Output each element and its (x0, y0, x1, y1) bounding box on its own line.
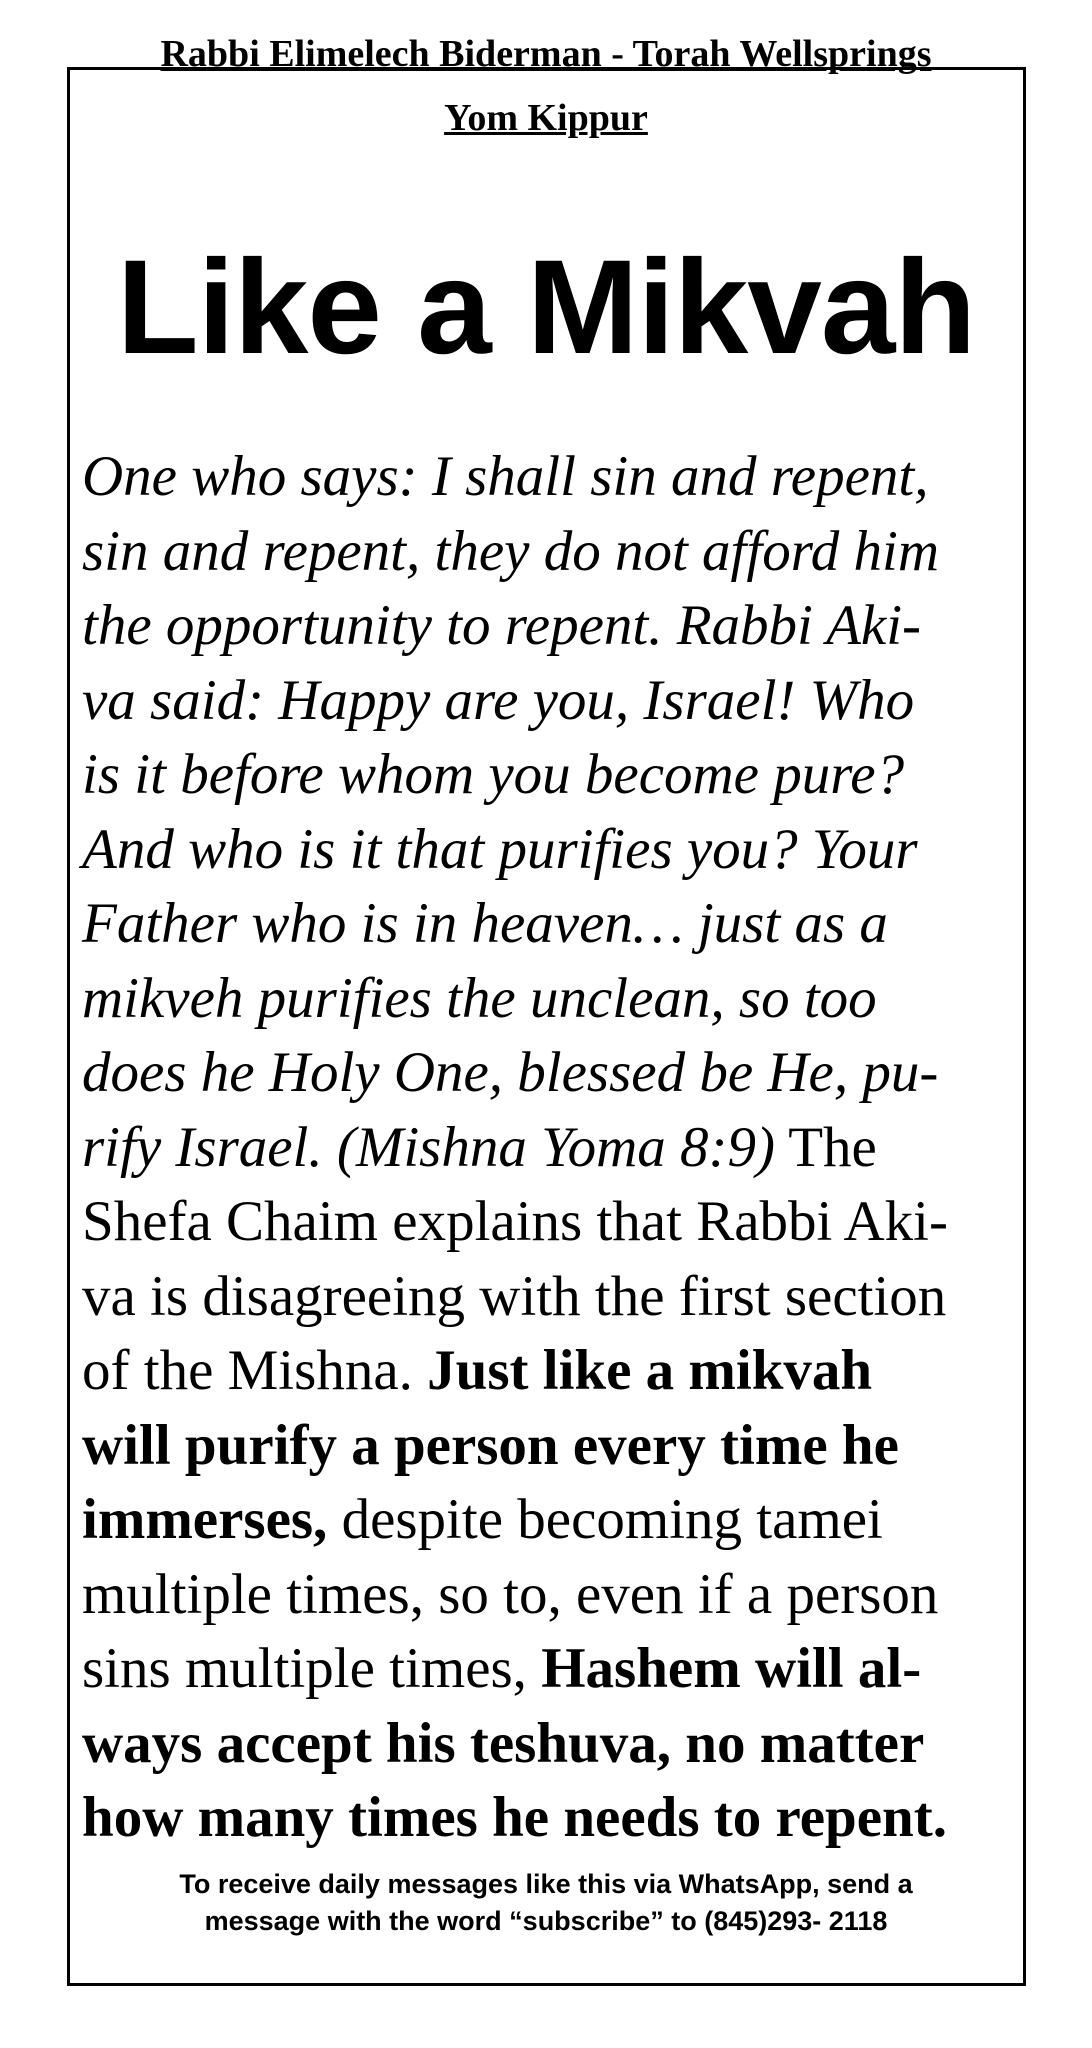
body-line (82, 1632, 1002, 1707)
body-text-segment: multiple times, so to, even if a person (82, 1562, 939, 1626)
body-line (82, 589, 1002, 664)
body-line (82, 1409, 1002, 1484)
body-text-segment: One who says: I shall sin and repent, (82, 445, 929, 508)
body-line (82, 664, 1002, 739)
body-text-segment: Father who is in heaven… just as a (82, 892, 888, 955)
body-line (82, 887, 1002, 962)
body-line (82, 813, 1002, 888)
body-text-segment: despite becoming tamei (327, 1488, 883, 1551)
body-text-segment: va is disagreeing with the first section (82, 1264, 947, 1328)
body-line (82, 1707, 1002, 1782)
body-line (82, 1483, 1002, 1558)
footer-line: To receive daily messages like this via WhatsApp, send a (179, 1869, 913, 1899)
body-text-segment: mikveh purifies the unclean, so too (82, 966, 877, 1030)
body-text-segment: And who is it that purifies you? Your (82, 817, 918, 881)
body-text-segment: rify Israel. (Mishna Yoma 8:9) (82, 1115, 775, 1179)
body-text-segment: is it before whom you become pure? (82, 743, 905, 806)
occasion-heading: Yom Kippur (444, 97, 648, 139)
body-text-segment: immerses, (82, 1488, 328, 1551)
body-text-segment: does he Holy One, blessed be He, pu- (82, 1041, 939, 1104)
body-text-segment: Shefa Chaim explains that Rabbi Aki- (82, 1190, 948, 1253)
body-text-segment: how many times he needs to repent. (82, 1786, 947, 1849)
body-line (82, 962, 1002, 1037)
body-text-segment: Just like a mikvah (427, 1339, 873, 1402)
body-line (82, 1260, 1002, 1335)
body-text-segment: will purify a person every time he (82, 1413, 899, 1477)
body-line (82, 1558, 1002, 1633)
body-text (82, 440, 1002, 1856)
body-line (82, 738, 1002, 813)
body-text-segment: The (774, 1115, 877, 1179)
body-text-segment: of the Mishna. (82, 1339, 428, 1402)
footer-line: message with the word “subscribe” to (845)293- 2118 (204, 1906, 888, 1936)
body-text-segment: va said: Happy are you, Israel! Who (82, 668, 915, 732)
body-text-segment: sin and repent, they do not afford him (82, 519, 940, 583)
body-line (82, 1185, 1002, 1260)
body-line (82, 1036, 1002, 1111)
page-title: Like a Mikvah (116, 233, 976, 382)
body-text-segment: Hashem will al- (541, 1637, 922, 1700)
body-text-segment: sins multiple times, (82, 1637, 542, 1700)
body-line (82, 515, 1002, 590)
author-heading: Rabbi Elimelech Biderman - Torah Wellsprings (160, 33, 932, 75)
body-text-segment: ways accept his teshuva, no matter (82, 1711, 925, 1775)
body-line (82, 1111, 1002, 1186)
body-line (82, 1781, 1002, 1856)
body-line (82, 440, 1002, 515)
body-text-segment: the opportunity to repent. Rabbi Aki- (82, 594, 922, 657)
footer-note (0, 1866, 1092, 1940)
body-line (82, 1334, 1002, 1409)
